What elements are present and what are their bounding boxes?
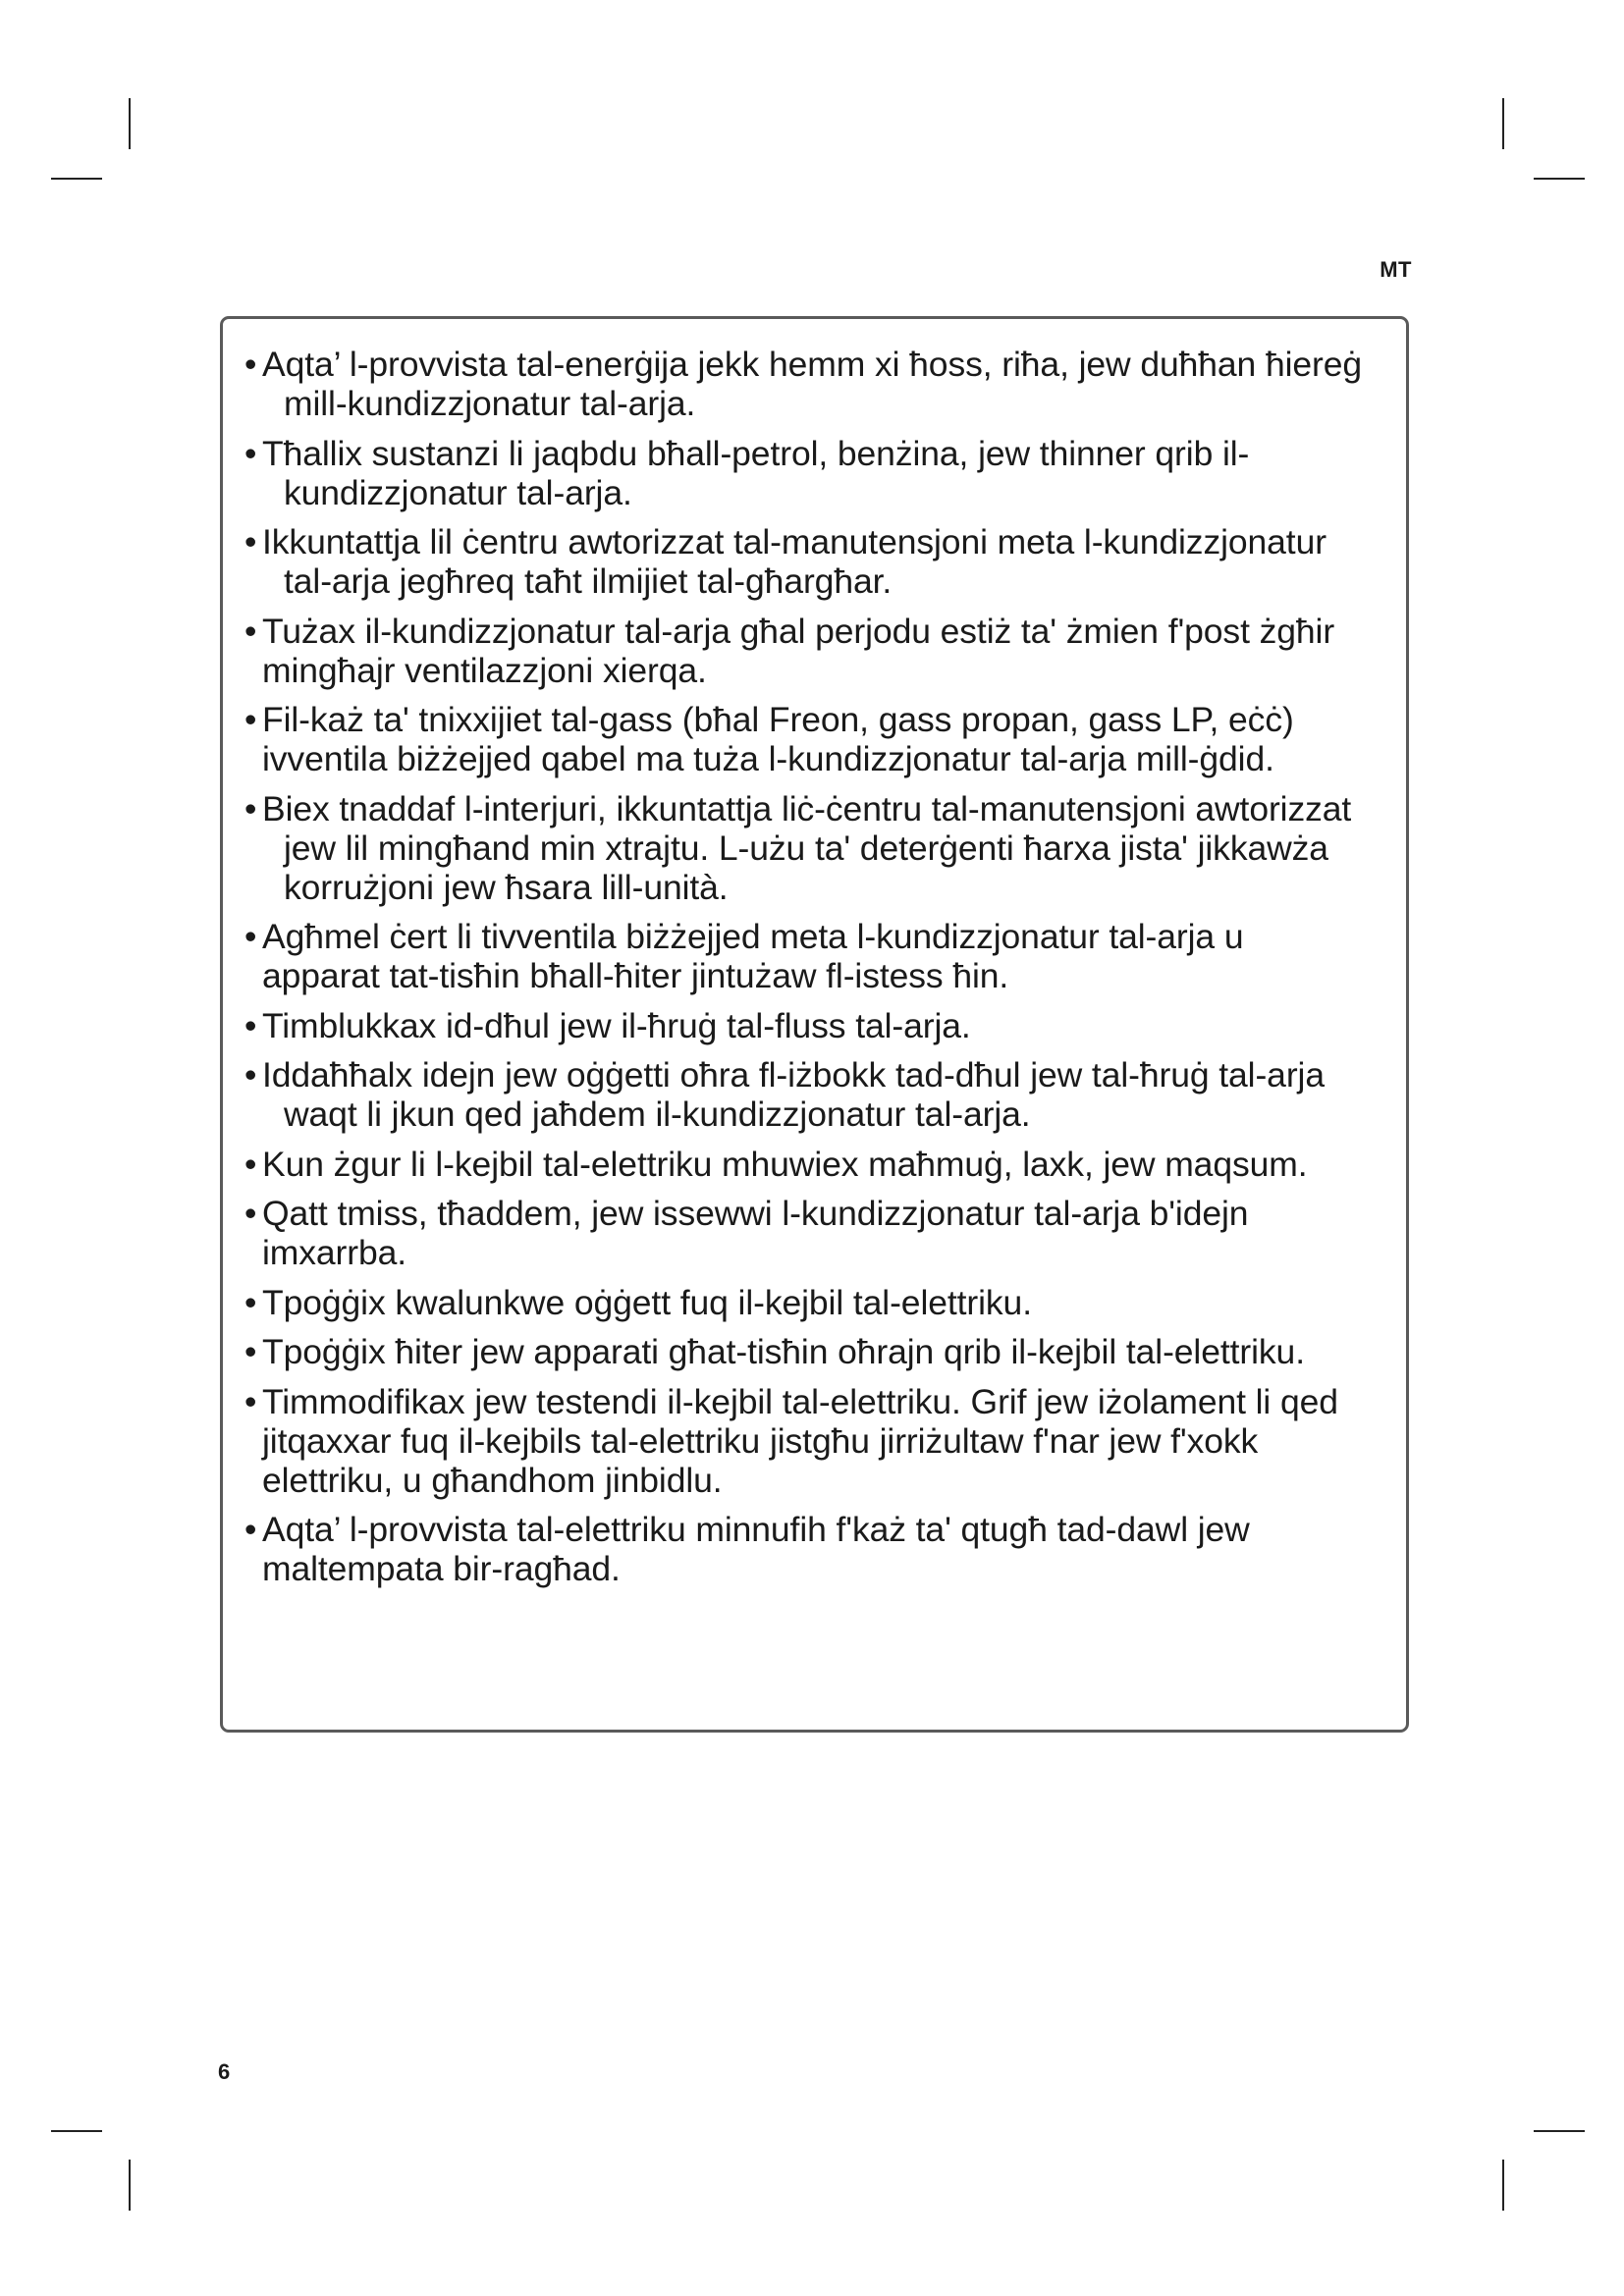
warning-item [244, 345, 1369, 423]
bullet-icon: • [244, 522, 257, 561]
page-number: 6 [218, 2059, 231, 2084]
bullet-icon: • [244, 917, 257, 956]
warning-item-text: Aqta’ l-provvista tal-elettriku minnufih f'każ ta' qtugħ tad-dawl jew maltempata bir-ragħad. [262, 1510, 1250, 1588]
bullet-icon: • [244, 700, 257, 739]
warning-item [244, 1055, 1369, 1134]
warning-box [220, 316, 1409, 1733]
warning-item-text: Timmodifikax jew testendi il-kejbil tal-elettriku. Grif jew iżolament li qed jitqaxxar fuq il-kejbils tal-elettriku jistgħu jirriżultaw f'nar jew f'xokk elettriku, u għandhom jinbidlu. [262, 1381, 1338, 1500]
warning-item-text: Qatt tmiss, tħaddem, jew issewwi l-kundizzjonatur tal-arja b'idejn imxarrba. [262, 1194, 1249, 1272]
bullet-icon: • [244, 345, 257, 384]
warning-item [244, 700, 1369, 778]
bullet-icon: • [244, 1194, 257, 1233]
bullet-icon: • [244, 611, 257, 651]
bullet-icon: • [244, 1510, 257, 1549]
warning-item-text: Tpoġġix ħiter jew apparati għat-tisħin oħrajn qrib il-kejbil tal-elettriku. [262, 1332, 1305, 1371]
crop-mark-top-left-horizontal [51, 178, 102, 180]
warning-item [244, 788, 1369, 907]
warning-item-text: Iddaħħalx idejn jew oġġetti oħra fl-iżbokk tad-dħul jew tal-ħruġ tal-arja waqt li jkun qed jaħdem il-kundizzjonatur tal-arja. [262, 1055, 1325, 1134]
warning-item-text: Tpoġġix kwalunkwe oġġett fuq il-kejbil tal-elettriku. [262, 1282, 1032, 1322]
warning-item [244, 433, 1369, 512]
warning-item [244, 1510, 1369, 1588]
warning-item-text: Agħmel ċert li tivventila biżżejjed meta l-kundizzjonatur tal-arja u apparat tat-tisħin bħall-ħiter jintużaw fl-istess ħin. [262, 917, 1244, 995]
bullet-icon: • [244, 1144, 257, 1184]
bullet-icon: • [244, 1332, 257, 1371]
language-code: MT [1380, 257, 1412, 282]
warning-item [244, 1005, 1369, 1045]
bullet-icon: • [244, 433, 257, 473]
bullet-icon: • [244, 1005, 257, 1045]
warning-item-text: Tużax il-kundizzjonatur tal-arja għal perjodu estiż ta' żmien f'post żgħir mingħajr ventilazzjoni xierqa. [262, 611, 1335, 690]
bullet-icon: • [244, 1055, 257, 1095]
warning-item-text: Timblukkax id-dħul jew il-ħruġ tal-fluss tal-arja. [262, 1005, 971, 1045]
warning-item-text: Kun żgur li l-kejbil tal-elettriku mhuwiex maħmuġ, laxk, jew maqsum. [262, 1144, 1308, 1184]
warning-item-text: Tħallix sustanzi li jaqbdu bħall-petrol, benżina, jew thinner qrib il-kundizzjonatur tal-arja. [262, 433, 1250, 512]
crop-mark-top-right-horizontal [1534, 178, 1585, 180]
warning-item [244, 1194, 1369, 1272]
warning-item [244, 917, 1369, 995]
crop-mark-bottom-left-horizontal [51, 2130, 102, 2132]
warning-item [244, 1382, 1369, 1500]
bullet-icon: • [244, 788, 257, 828]
bullet-icon: • [244, 1381, 257, 1421]
warning-item [244, 522, 1369, 601]
warning-item-text: Ikkuntattja lil ċentru awtorizzat tal-manutensjoni meta l-kundizzjonatur tal-arja jegħreq taħt ilmijiet tal-għargħar. [262, 522, 1326, 601]
crop-mark-bottom-left-vertical [129, 2160, 131, 2211]
crop-mark-bottom-right-horizontal [1534, 2130, 1585, 2132]
warning-item [244, 612, 1369, 690]
warning-item-text: Biex tnaddaf l-interjuri, ikkuntattja liċ-ċentru tal-manutensjoni awtorizzat jew lil mingħand min xtrajtu. L-użu ta' deterġenti ħarxa jista' jikkawża korrużjoni jew ħsara lill-unità. [262, 788, 1352, 907]
warning-item-text: Fil-każ ta' tnixxijiet tal-gass (bħal Freon, gass propan, gass LP, eċċ) ivventila biżżejjed qabel ma tuża l-kundizzjonatur tal-arja mill-ġdid. [262, 700, 1294, 778]
bullet-icon: • [244, 1282, 257, 1322]
warning-item [244, 1282, 1369, 1322]
crop-mark-top-left-vertical [129, 98, 131, 149]
crop-mark-top-right-vertical [1502, 98, 1504, 149]
warning-item [244, 1144, 1369, 1184]
crop-mark-bottom-right-vertical [1502, 2160, 1504, 2211]
warning-item [244, 1332, 1369, 1371]
warning-item-text: Aqta’ l-provvista tal-enerġija jekk hemm xi ħoss, riħa, jew duħħan ħiereġ mill-kundizzjonatur tal-arja. [262, 345, 1363, 423]
